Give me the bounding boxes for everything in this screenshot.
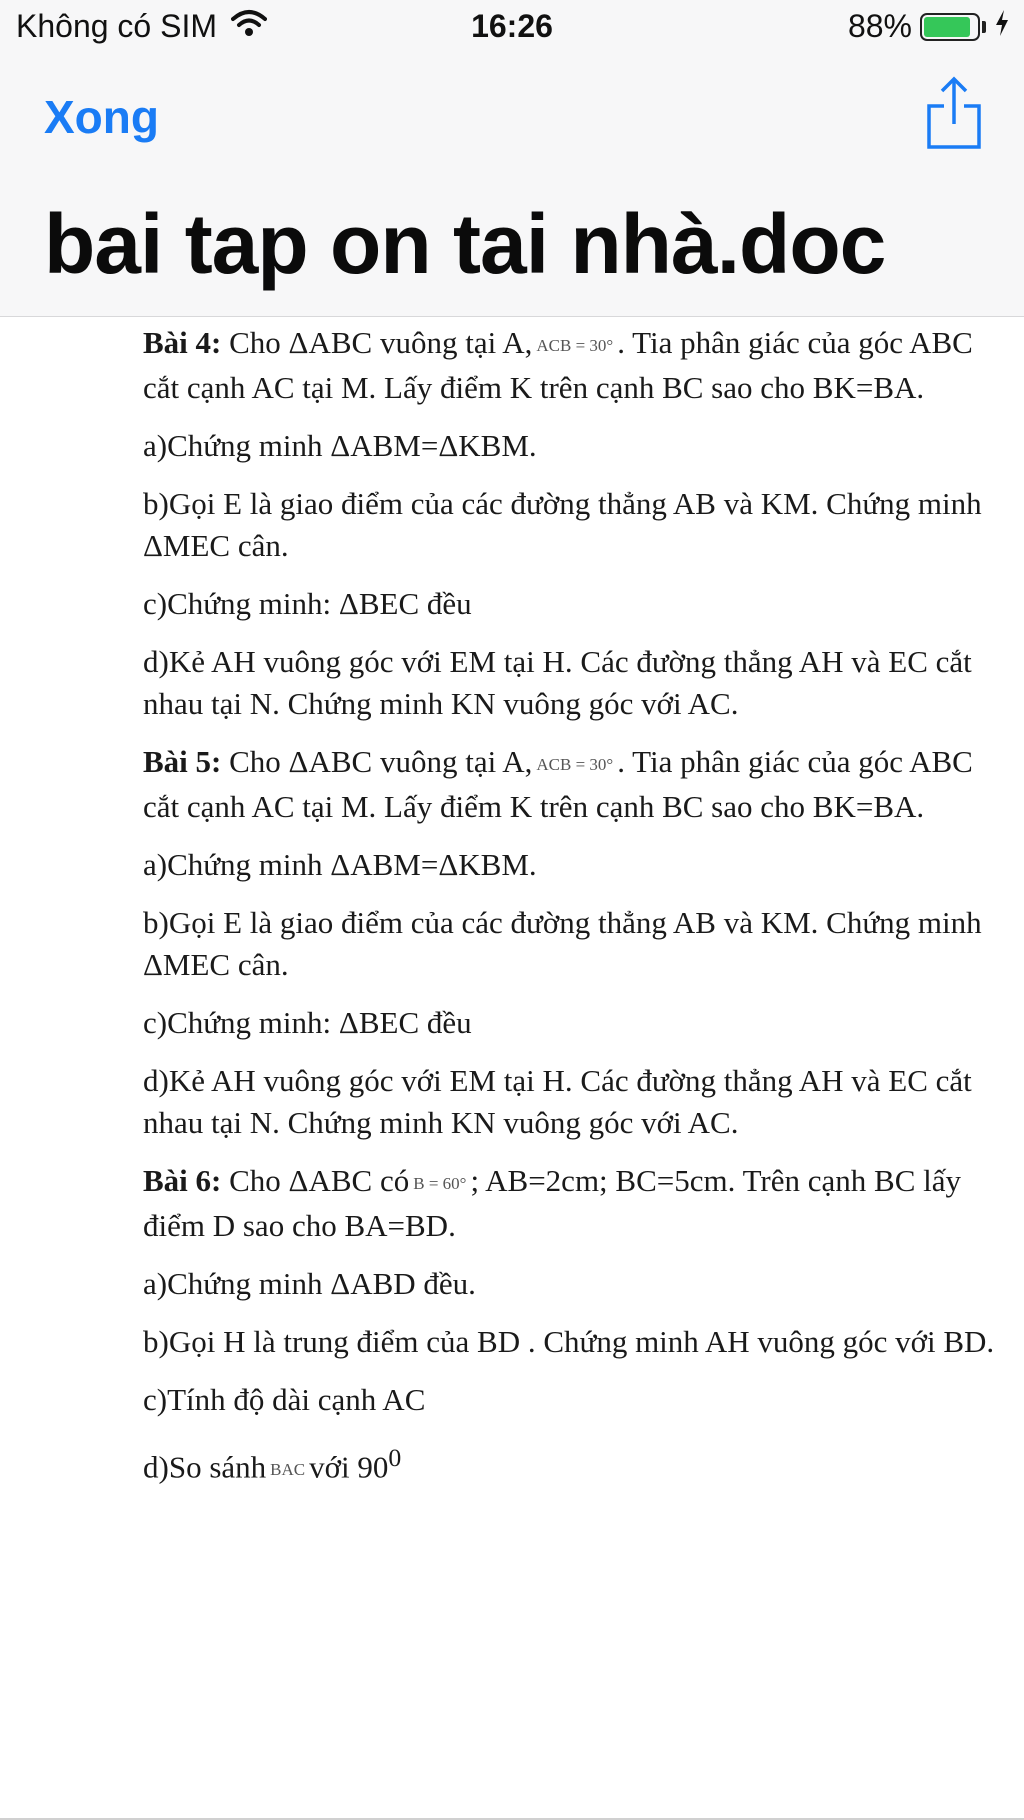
angle-formula-image: BAC — [270, 1459, 306, 1479]
angle-formula-image: ACB = 30° — [536, 754, 614, 774]
paragraph: d)Kẻ AH vuông góc với EM tại H. Các đường thẳng AH và EC cắt nhau tại N. Chứng minh KN vuông góc với AC. — [143, 643, 972, 721]
document-body — [143, 322, 995, 1507]
paragraph-text: Cho ΔABC vuông tại A, — [229, 743, 533, 779]
paragraph: b)Gọi H là trung điểm của BD . Chứng minh AH vuông góc với BD. — [143, 1323, 995, 1359]
paragraph: a)Chứng minh ΔABM=ΔKBM. — [143, 846, 537, 882]
superscript: 0 — [388, 1442, 402, 1472]
battery-level-fill — [924, 17, 970, 37]
exercise-label: Bài 6: — [143, 1162, 222, 1198]
carrier-label: Không có SIM — [16, 8, 217, 44]
paragraph-text: . Tia phân giác của góc ABC cắt cạnh AC tại M. Lấy điểm K trên cạnh BC sao cho BK=BA. — [143, 325, 973, 405]
paragraph — [143, 741, 995, 828]
exercise-label: Bài 5: — [143, 743, 222, 779]
paragraph: a)Chứng minh ΔABD đều. — [143, 1265, 476, 1301]
paragraph-text: d)So sánh — [143, 1449, 267, 1484]
status-right — [848, 8, 1010, 45]
paragraph: d)Kẻ AH vuông góc với EM tại H. Các đường thẳng AH và EC cắt nhau tại N. Chứng minh KN vuông góc với AC. — [143, 1062, 972, 1140]
paragraph — [143, 322, 995, 409]
battery-percent: 88% — [847, 8, 912, 44]
paragraph: c)Chứng minh: ΔBEC đều — [143, 1004, 472, 1040]
paragraph: b)Gọi E là giao điểm của các đường thẳng AB và KM. Chứng minh ΔMEC cân. — [143, 485, 982, 563]
exercise-label: Bài 4: — [143, 325, 222, 360]
done-button[interactable]: Xong — [44, 91, 159, 143]
paragraph-text: ; AB=2cm; BC=5cm. Trên cạnh BC lấy điểm D sao cho BA=BD. — [143, 1162, 961, 1243]
paragraph-text: Cho ΔABC vuông tại A, — [229, 325, 533, 360]
paragraph-text: Cho ΔABC có — [229, 1162, 410, 1198]
battery-tip — [982, 21, 986, 33]
paragraph: b)Gọi E là giao điểm của các đường thẳng AB và KM. Chứng minh ΔMEC cân. — [143, 904, 982, 982]
charging-icon — [994, 8, 1010, 45]
share-button[interactable] — [926, 76, 982, 150]
document-header — [0, 58, 1024, 317]
clock: 16:26 — [471, 8, 553, 44]
status-bar — [0, 0, 1024, 58]
paragraph-text: với 90 — [309, 1449, 389, 1484]
angle-formula-image: B = 60° — [413, 1173, 467, 1193]
share-icon — [926, 76, 982, 150]
paragraph — [143, 1160, 995, 1247]
battery-icon — [920, 13, 980, 41]
page-title: bai tap on tai nhà.doc — [44, 197, 886, 291]
paragraph: c)Tính độ dài cạnh AC — [143, 1381, 426, 1417]
paragraph: a)Chứng minh ΔABM=ΔKBM. — [143, 427, 537, 463]
paragraph: c)Chứng minh: ΔBEC đều — [143, 585, 472, 621]
angle-formula-image: ACB = 30° — [536, 335, 614, 355]
paragraph-text: . Tia phân giác của góc ABC cắt cạnh AC tại M. Lấy điểm K trên cạnh BC sao cho BK=BA. — [143, 743, 973, 824]
paragraph — [143, 1437, 995, 1491]
